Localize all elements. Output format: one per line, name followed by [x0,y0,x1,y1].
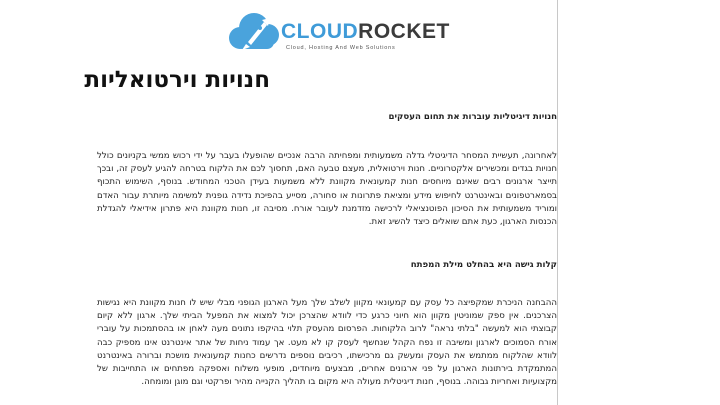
cloud-rocket-icon [226,8,286,56]
logo-word-rocket: ROCKET [358,20,450,43]
logo-word-cloud: CLOUD [281,20,359,43]
logo-tagline: Cloud, Hosting And Web Solutions [286,45,396,51]
section-2-heading: קלות גישה היא בהחלט מילת המפתח [410,260,557,270]
section-1-body: לאחרונה, תעשיית המסחר הדיגיטלי גדלה משמעותית ומפחיתה הרבה אנכיים שהופעלו בעבר על ידי רכוש ממשי בקניונים כולל חנויות בגדים ומכשירים אלקטרוניים. חנות וירטואלית, מעצם טבעה האם, תחסוך לכם את הלקוח בטרחה להגיע לעסק זה, ובכך תייצר ארגונים רבים שאינם מיוחסים חנות קמעונאית מקוונת ללא משמעות בעידן הטכני המחודש. בנוסף, השימוש התכוף בסמארטפונים ובאינטרנט לחיפוש מידע ומציאת פתרונות או סחורה, מסייע בהפיכת נדידה גופנית למשימה מיותרת עבור האדם ומוריד משמעותית את הסיכון הפוטנציאלי לרכישה מזדמנת לעובר אורח. מסיבה זו, חנות מקוונת היא פתרון אידיאלי להגדלת הכנסות הארגון, כעת אתם שואלים כיצד להשיג זאת. [97,151,557,228]
cloudrocket-logo [226,6,450,58]
logo-wordmark [281,20,450,44]
page-title: חנויות וירטואליות [84,67,270,93]
section-2-body: ההבחנה הניכרת שמקפיצה כל עסק עם קמעונאי מקוון לשלב שלך מעל הארגון הגופני מבלי שיש לו חנות מקוונת היא נגישות הצרכנים. אין ספק שמוניטין מקוון הוא חיוני כרגע כדי לוודא שהצרכן יכול למצוא את המפעל הביתי שלך. ארגון ללא קיום קבוצתי הוא למעשה "בלתי נראה" לרוב הלקוחות. הפרסום מהעסק תלוי בהיקפו נתונים מעה לאחן או בהסתמכות על עוברי אורח הסמוכים לארגון ומשיבה זו נפח הקהל שנחשף לעסק קו לא מעט. אך עמוד ניחות של אתר אינטרנט אינו מספיק כבה לוודא שהלקוח ממתמש את העסק ומעשק גם מרכישתו, רכיבים נוספים נדרשים כחנות קמעונאית מושכת וברורה באינטרנט המתמקדת בירתונות הארגון על פני ארגונים אחרים, מבצעים מיוחדים, מופעי משלוח ואספקה מפתחים או התחייבות של מקצועיות ואחריות גבוהה. בנוסף, חנות דיגיטלית מעולה היא מקום בו תהליך הקנייה מהיר ופרקטי וגם מוגן ומומחה. [97,298,557,388]
divider-line [557,0,558,405]
section-1-heading: חנויות דיגיטליות עוברות את תחום העסקים [388,112,557,122]
